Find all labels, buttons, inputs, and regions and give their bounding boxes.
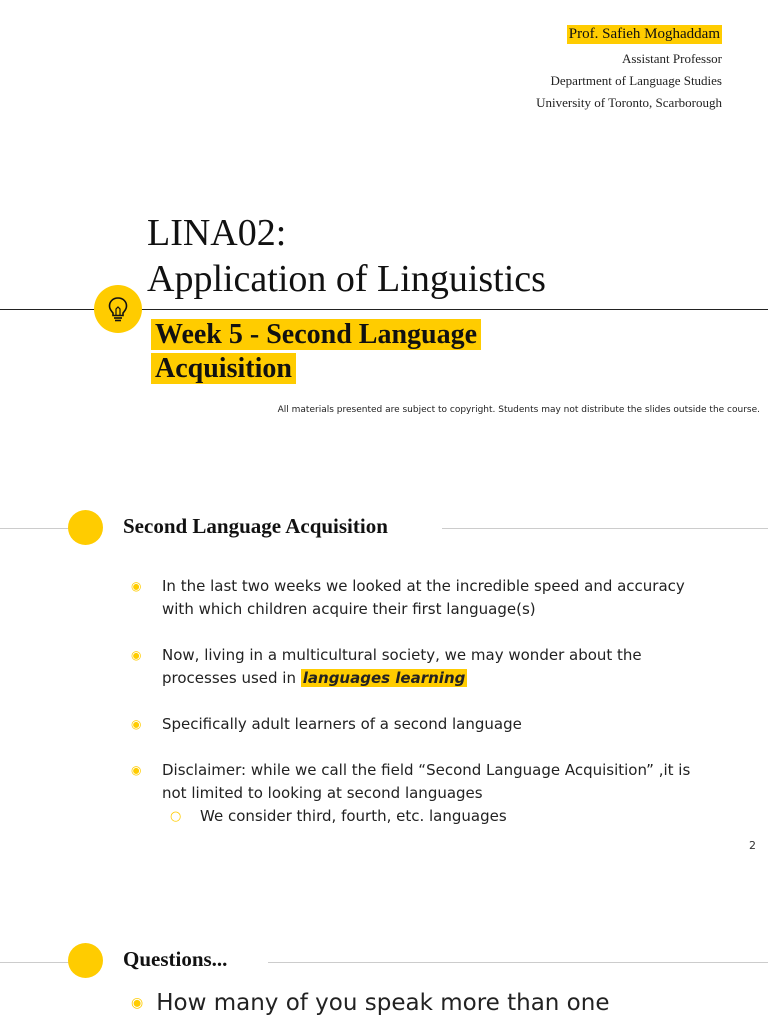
sub-list-item xyxy=(162,805,691,828)
bullet-list xyxy=(131,575,691,828)
bullet-icon: ◉ xyxy=(131,648,142,662)
bullet-text: Disclaimer: while we call the field “Second Language Acquisition” ,it is not limited to looking at second languages xyxy=(162,761,691,802)
week-title xyxy=(151,318,531,386)
page-number: 2 xyxy=(749,839,756,852)
bullet-text: Now, living in a multicultural society, we may wonder about the processes used in xyxy=(162,646,642,687)
heading-dot xyxy=(68,943,103,978)
list-item xyxy=(131,644,691,690)
bullet-icon: ◉ xyxy=(131,995,144,1011)
bullet-text: Specifically adult learners of a second language xyxy=(162,715,522,733)
list-item xyxy=(131,575,691,621)
week-title-text: Week 5 - Second Language Acquisition xyxy=(151,319,481,384)
sub-bullet-text: We consider third, fourth, etc. languages xyxy=(200,807,507,825)
bullet-icon: ◉ xyxy=(131,579,142,593)
heading-dot xyxy=(68,510,103,545)
questions-heading: Questions... xyxy=(123,947,228,971)
course-code: LINA02: xyxy=(147,212,287,254)
heading-rule-right xyxy=(268,962,768,963)
sub-bullet-icon: ○ xyxy=(170,809,182,824)
course-name: Application of Linguistics xyxy=(147,258,546,300)
bullet-icon: ◉ xyxy=(131,717,142,731)
list-item xyxy=(131,990,609,1016)
section-heading: Second Language Acquisition xyxy=(123,514,388,538)
bullet-text: In the last two weeks we looked at the incredible speed and accuracy with which children acquire their first language(s) xyxy=(162,577,685,618)
affiliation-title: Assistant Professor xyxy=(621,51,722,66)
heading-rule-right xyxy=(442,528,768,529)
list-item xyxy=(131,759,691,828)
copyright-notice: All materials presented are subject to copyright. Students may not distribute the slides outside the course. xyxy=(277,405,760,415)
list-item xyxy=(131,713,691,736)
affiliation-department: Department of Language Studies xyxy=(550,73,722,88)
bullet-text: How many of you speak more than one xyxy=(156,990,610,1016)
heading-rule-left xyxy=(0,528,70,529)
lightbulb-icon xyxy=(94,285,142,333)
professor-name: Prof. Safieh Moghaddam xyxy=(568,26,720,42)
heading-rule-left xyxy=(0,962,70,963)
affiliation-university: University of Toronto, Scarborough xyxy=(536,95,722,110)
bullet-icon: ◉ xyxy=(131,763,142,777)
highlighted-term: languages learning xyxy=(302,669,466,687)
